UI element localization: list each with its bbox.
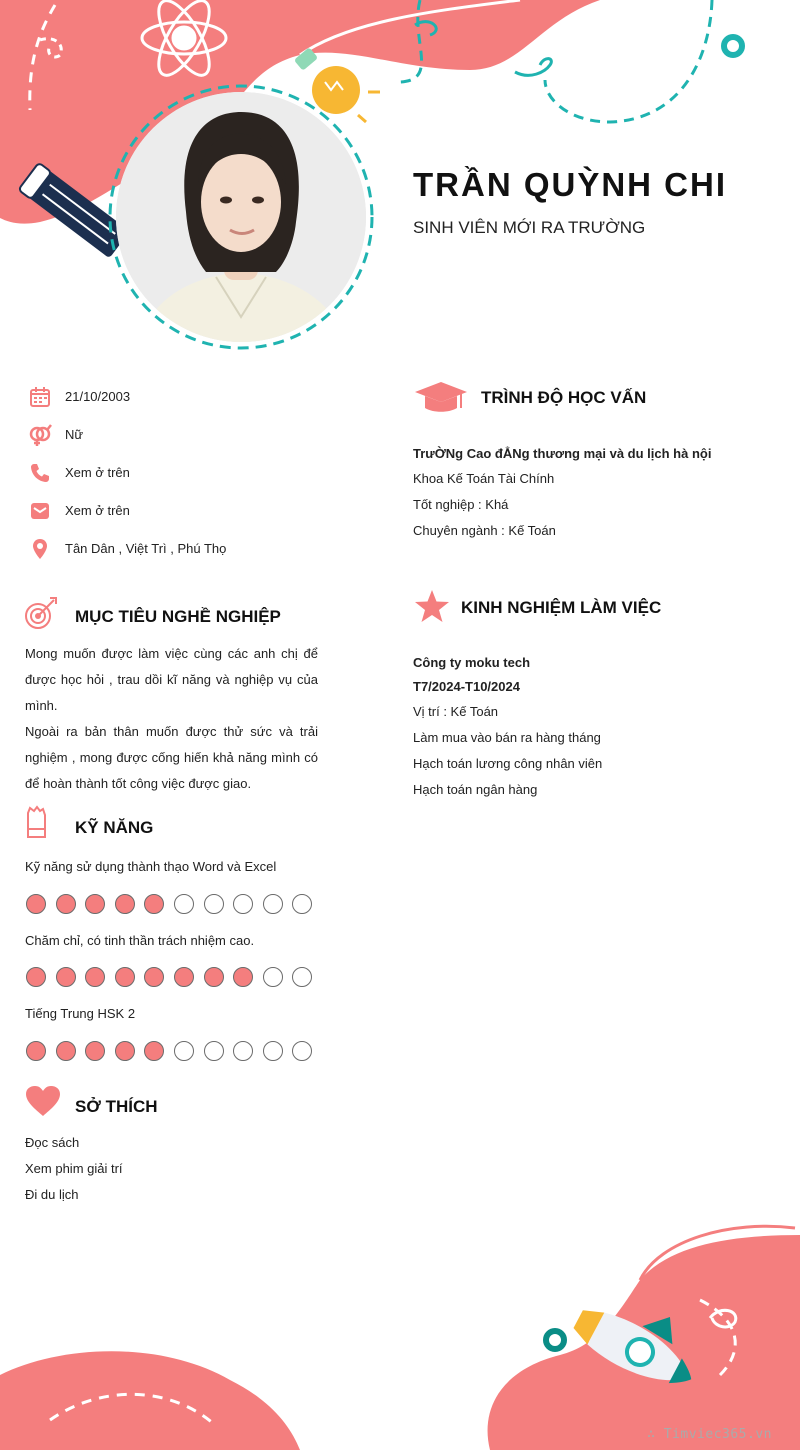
target-icon <box>24 596 58 630</box>
experience-line: Hạch toán lương công nhân viên <box>413 756 603 771</box>
rating-dot-filled <box>233 967 253 987</box>
rating-dot-empty <box>263 1041 283 1061</box>
rating-dot-filled <box>144 967 164 987</box>
address-text: Tân Dân , Việt Trì , Phú Thọ <box>65 541 227 556</box>
profile-photo <box>116 92 366 342</box>
info-birthday <box>28 385 328 409</box>
calendar-icon <box>28 385 52 409</box>
rating-dot-filled <box>115 967 135 987</box>
candidate-name: TRẦN QUỲNH CHI <box>413 166 727 203</box>
info-phone <box>28 461 328 485</box>
rating-dot-filled <box>144 894 164 914</box>
watermark: ∴ Timviec365.vn <box>647 1427 772 1442</box>
education-major: Chuyên ngành : Kế Toán <box>413 523 556 538</box>
hobby-item: Đi du lịch <box>25 1187 79 1202</box>
gender-text: Nữ <box>65 427 84 442</box>
rating-dot-filled <box>56 894 76 914</box>
email-text: Xem ở trên <box>65 503 130 518</box>
info-address <box>28 537 328 561</box>
phone-text: Xem ở trên <box>65 465 130 480</box>
rating-dot-empty <box>263 894 283 914</box>
fist-icon <box>24 805 48 839</box>
birthday-text: 21/10/2003 <box>65 389 131 404</box>
experience-line: Vị trí : Kế Toán <box>413 704 499 719</box>
rating-dot-empty <box>204 1041 224 1061</box>
rating-dot-empty <box>233 1041 253 1061</box>
hobby-item: Đọc sách <box>25 1135 80 1150</box>
rating-dot-empty <box>233 894 253 914</box>
education-grade: Tốt nghiệp : Khá <box>413 497 509 512</box>
star-icon <box>414 589 450 623</box>
hobby-item: Xem phim giải trí <box>25 1161 123 1176</box>
experience-company: Công ty moku tech <box>413 655 531 670</box>
rating-dot-filled <box>144 1041 164 1061</box>
rating-dot-filled <box>204 967 224 987</box>
experience-line: Làm mua vào bán ra hàng tháng <box>413 730 601 745</box>
skill-rating-3 <box>25 1041 325 1065</box>
rating-dot-filled <box>115 894 135 914</box>
rating-dot-filled <box>56 967 76 987</box>
rating-dot-empty <box>292 1041 312 1061</box>
skills-title: KỸ NĂNG <box>75 818 154 837</box>
location-pin-icon <box>28 537 52 561</box>
rating-dot-filled <box>85 1041 105 1061</box>
rating-dot-filled <box>56 1041 76 1061</box>
skill-label-2: Chăm chỉ, có tinh thần trách nhiệm cao. <box>25 933 255 948</box>
rating-dot-filled <box>174 967 194 987</box>
experience-title: KINH NGHIỆM LÀM VIỆC <box>461 598 662 617</box>
experience-line: Hạch toán ngân hàng <box>413 782 538 797</box>
education-title: TRÌNH ĐỘ HỌC VẤN <box>481 388 647 407</box>
skill-label-3: Tiếng Trung HSK 2 <box>25 1006 136 1021</box>
rating-dot-empty <box>263 967 283 987</box>
rating-dot-empty <box>174 1041 194 1061</box>
rating-dot-filled <box>115 1041 135 1061</box>
candidate-title: SINH VIÊN MỚI RA TRƯỜNG <box>413 218 646 237</box>
objective-title: MỤC TIÊU NGHỀ NGHIỆP <box>75 607 281 626</box>
education-faculty: Khoa Kế Toán Tài Chính <box>413 471 555 486</box>
skill-rating-2 <box>25 967 325 991</box>
email-icon <box>28 499 52 523</box>
skill-label-1: Kỹ năng sử dụng thành thạo Word và Excel <box>25 859 277 874</box>
hobbies-title: SỞ THÍCH <box>75 1097 158 1116</box>
rating-dot-empty <box>204 894 224 914</box>
rating-dot-filled <box>26 894 46 914</box>
rating-dot-empty <box>174 894 194 914</box>
graduation-cap-icon <box>413 380 469 414</box>
skill-rating-1 <box>25 894 325 918</box>
rating-dot-filled <box>85 894 105 914</box>
rating-dot-empty <box>292 967 312 987</box>
rating-dot-filled <box>26 1041 46 1061</box>
rating-dot-filled <box>85 967 105 987</box>
phone-icon <box>28 461 52 485</box>
experience-period: T7/2024-T10/2024 <box>413 679 520 694</box>
heart-icon <box>25 1085 61 1117</box>
profile-photo-frame <box>106 82 376 352</box>
info-gender <box>28 423 328 447</box>
education-school: TrưỜNg Cao đẲNg thương mại và du lịch hà nội <box>413 446 712 461</box>
rating-dot-filled <box>26 967 46 987</box>
info-email <box>28 499 328 523</box>
objective-paragraph-2: Ngoài ra bản thân muốn được thử sức và trải nghiệm , mong được cống hiến khả năng mình có để hoàn thành tốt công việc được giao. <box>25 724 318 791</box>
rating-dot-empty <box>292 894 312 914</box>
gender-icon <box>28 423 52 447</box>
objective-paragraph-1: Mong muốn được làm việc cùng các anh chị để được học hỏi , trau dồi kĩ năng và nghiệp vụ của mình. <box>25 646 318 713</box>
